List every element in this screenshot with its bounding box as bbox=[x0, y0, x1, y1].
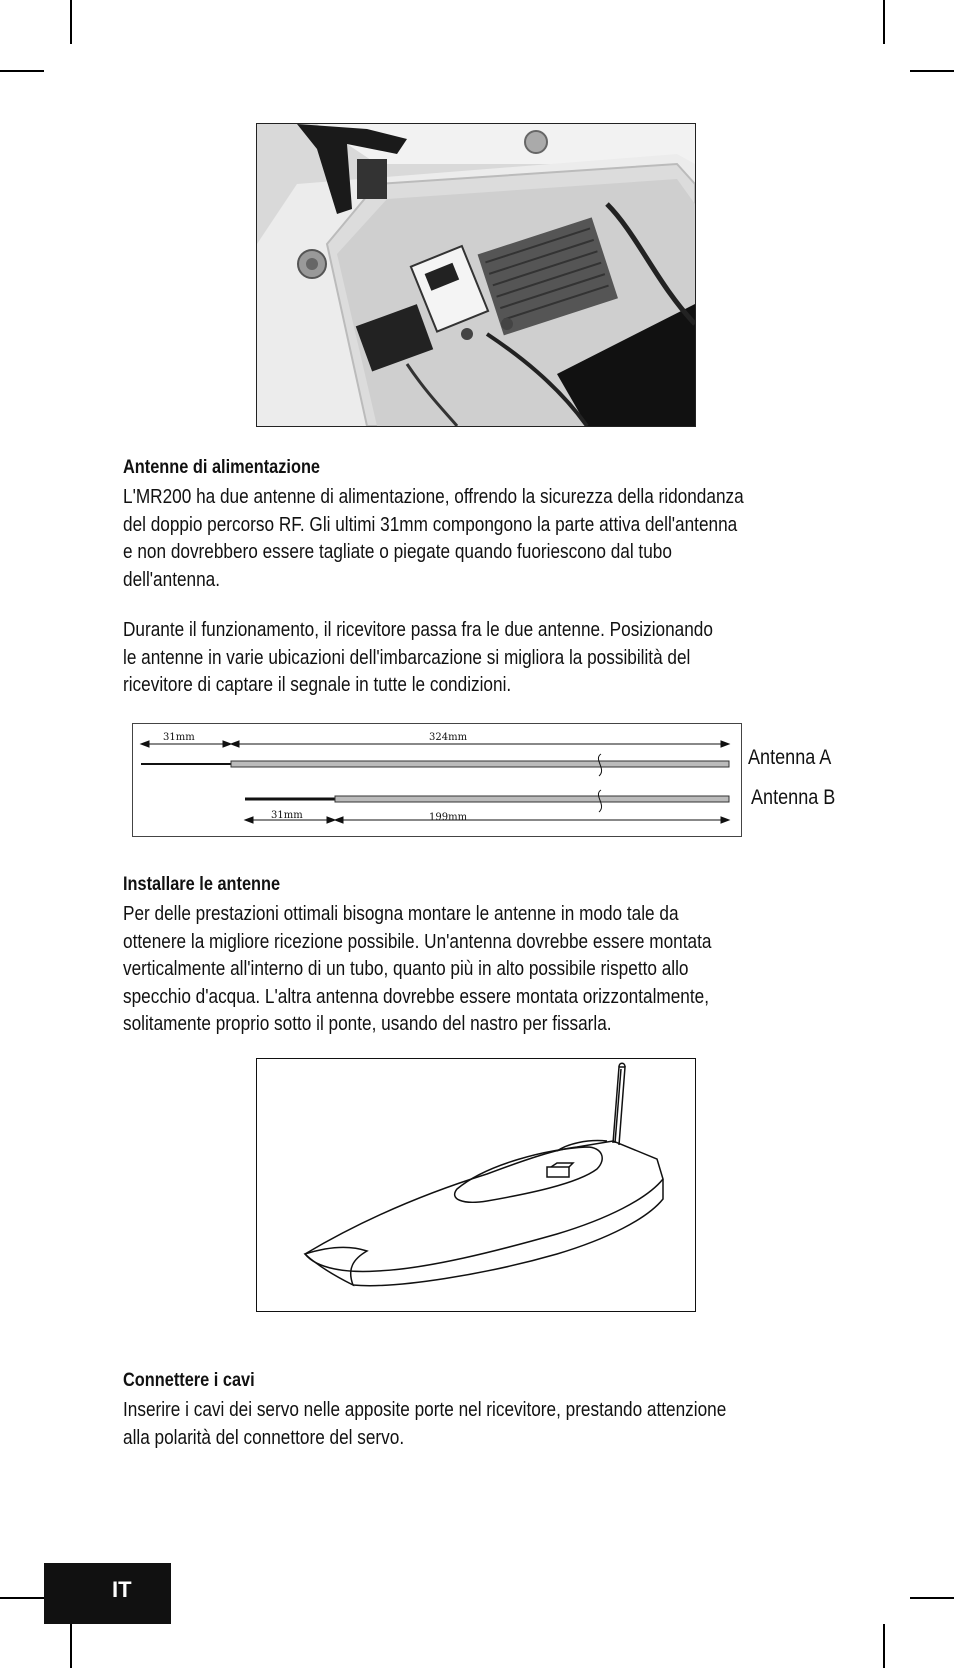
crop-mark bbox=[70, 1624, 72, 1668]
text-line: ricevitore di captare il segnale in tutte le condizioni. bbox=[123, 674, 512, 696]
text-line: Per delle prestazioni ottimali bisogna montare le antenne in modo tale da bbox=[123, 903, 679, 925]
text-line: dell'antenna. bbox=[123, 568, 221, 591]
text-line: specchio d'acqua. L'altra antenna dovrebbe essere montata orizzontalmente, bbox=[123, 985, 710, 1008]
crop-mark bbox=[910, 1597, 954, 1599]
paragraph-install-antennas bbox=[123, 901, 802, 1039]
text-line: L'MR200 ha due antenne di alimentazione, offrendo la sicurezza della ridondanza bbox=[123, 486, 744, 508]
paragraph-antennas-intro bbox=[123, 484, 802, 594]
dim-label-b-active: 31mm bbox=[271, 810, 303, 821]
crop-mark bbox=[0, 70, 44, 72]
crop-mark bbox=[70, 0, 72, 44]
paragraph-antennas-operation bbox=[123, 617, 802, 700]
crop-mark bbox=[910, 70, 954, 72]
text-line: del doppio percorso RF. Gli ultimi 31mm compongono la parte attiva dell'antenna bbox=[123, 513, 738, 536]
crop-mark bbox=[0, 1597, 44, 1599]
text-line: Inserire i cavi dei servo nelle apposite porte nel ricevitore, prestando attenzione bbox=[123, 1399, 727, 1421]
text-line: le antenne in varie ubicazioni dell'imbarcazione si migliora la possibilità del bbox=[123, 646, 691, 669]
receiver-installation-photo bbox=[256, 123, 696, 427]
boat-antenna-illustration bbox=[256, 1058, 696, 1312]
text-line: ottenere la migliore ricezione possibile. Un'antenna dovrebbe essere montata bbox=[123, 930, 712, 953]
crop-mark bbox=[883, 1624, 885, 1668]
antenna-dimension-diagram bbox=[132, 723, 742, 837]
language-tab bbox=[44, 1563, 171, 1624]
dim-label-b-total: 199mm bbox=[429, 812, 468, 823]
text-line: e non dovrebbero essere tagliate o piegate quando fuoriescono dal tubo bbox=[123, 541, 672, 563]
section-heading-install-antennas: Installare le antenne bbox=[123, 874, 281, 895]
paragraph-connect-cables bbox=[123, 1397, 802, 1452]
text-line: alla polarità del connettore del servo. bbox=[123, 1426, 405, 1449]
language-code: IT bbox=[112, 1577, 132, 1602]
dim-label-a-total: 324mm bbox=[429, 732, 468, 743]
crop-mark bbox=[883, 0, 885, 44]
text-line: solitamente proprio sotto il ponte, usando del nastro per fissarla. bbox=[123, 1013, 612, 1035]
dim-label-a-active: 31mm bbox=[163, 732, 195, 743]
text-line: verticalmente all'interno di un tubo, quanto più in alto possibile rispetto allo bbox=[123, 958, 689, 980]
text-line: Durante il funzionamento, il ricevitore passa fra le due antenne. Posizionando bbox=[123, 619, 713, 641]
section-heading-antennas: Antenne di alimentazione bbox=[123, 457, 321, 478]
section-heading-connect-cables: Connettere i cavi bbox=[123, 1370, 255, 1391]
antenna-b-label: Antenna B bbox=[751, 786, 836, 809]
antenna-a-label: Antenna A bbox=[748, 746, 832, 769]
